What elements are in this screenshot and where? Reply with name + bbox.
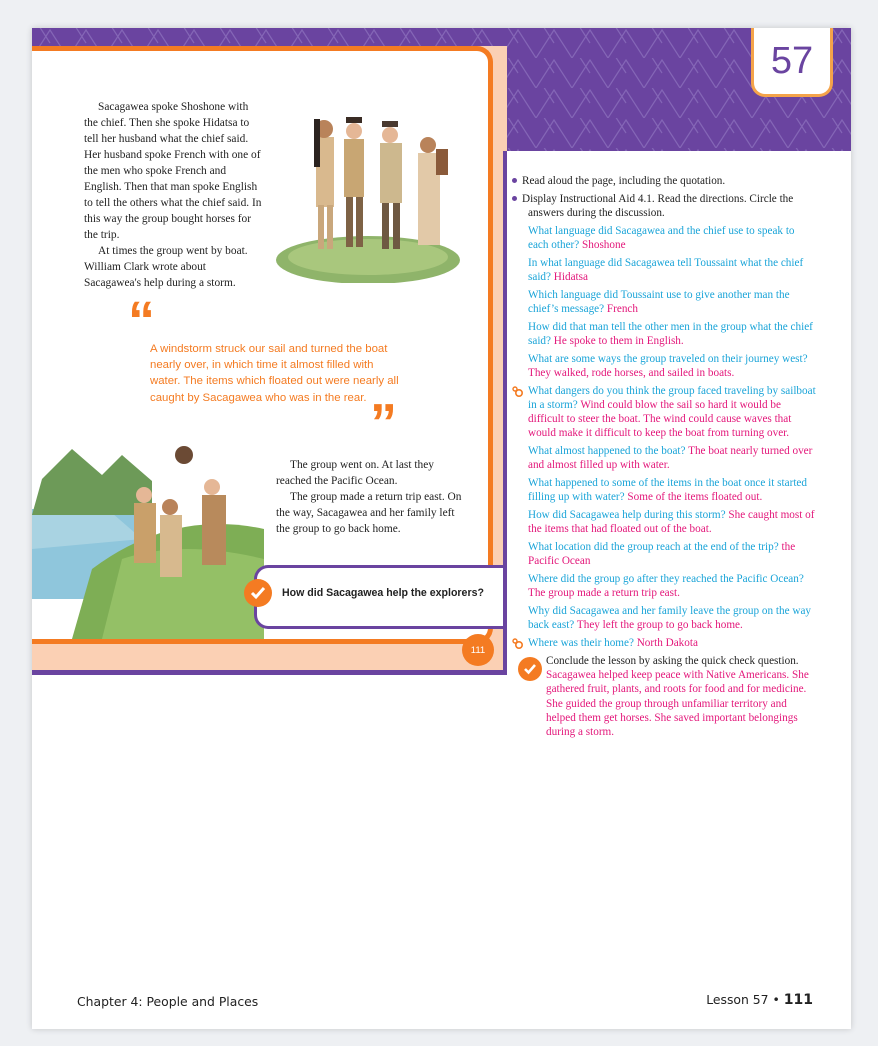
question-text: What dangers do you think the group faced traveling by sailboat in a storm? [528, 384, 816, 411]
question-answer-list [512, 224, 817, 651]
question-text: Where did the group go after they reached the Pacific Ocean? [528, 573, 804, 586]
illustration-pacific-ocean [32, 419, 264, 639]
instruction-item [512, 192, 817, 220]
question-answer-item [512, 352, 817, 380]
footer-lesson [706, 992, 813, 1008]
story-paragraph: The group went on. At last they reached the Pacific Ocean. [276, 459, 434, 487]
student-page-number: 111 [462, 634, 494, 666]
teacher-notes [512, 174, 817, 739]
question-text: Why did Sacagawea and her family leave the group on the way back east? [528, 605, 811, 632]
instruction-text: Display Instructional Aid 4.1. Read the directions. Circle the answers during the discussion. [522, 192, 794, 219]
question-answer-item [512, 476, 817, 504]
story-text-block-2 [276, 457, 466, 537]
question-answer-item [512, 604, 817, 632]
answer-text: She caught most of the items that had floated out of the boat. [528, 509, 815, 536]
instruction-item [512, 174, 817, 188]
story-paragraph: Sacagawea spoke Shoshone with the chief. Then she spoke Hidatsa to tell her husband what the chief said. Her husband spoke French with one of the men who spoke French and English. Then that man spoke English to tell the others what the chief said. In this way the group bought horses for the trip. [84, 101, 262, 241]
conclusion-answer: Sacagawea helped keep peace with Native Americans. She gathered fruit, plants, and roots for food and for medicine. She guided the group through unfamiliar territory and helped them get horses. She saved important belongings during a storm. [546, 669, 809, 739]
textbook-page [32, 28, 851, 1029]
footer-page-number: 111 [783, 992, 813, 1008]
question-text: What location did the group reach at the end of the trip? [528, 541, 779, 554]
conclusion-text: Conclude the lesson by asking the quick check question. [546, 655, 799, 667]
answer-text: Shoshone [582, 239, 626, 251]
conclusion-block [512, 654, 817, 739]
answer-text: Hidatsa [553, 271, 588, 283]
question-text: In what language did Sacagawea tell Toussaint what the chief said? [528, 256, 804, 283]
bullet-icon [512, 178, 517, 183]
footer-separator: • [772, 992, 780, 1007]
answer-text: The group made a return trip east. [528, 587, 680, 600]
question-answer-item [512, 508, 817, 536]
close-quote-mark: ” [370, 393, 397, 453]
question-answer-item [512, 256, 817, 284]
answer-text: French [606, 303, 638, 315]
answer-text: They left the group to go back home. [576, 619, 743, 632]
question-answer-item [512, 444, 817, 472]
critical-thinking-icon [512, 386, 523, 397]
illustration-group-meeting [272, 105, 462, 283]
story-paragraph: The group made a return trip east. On the way, Sacagawea and her family left the group to go back home. [276, 491, 462, 535]
question-answer-item [512, 320, 817, 348]
answer-text: The boat nearly turned over and almost filled up with water. [528, 445, 813, 472]
question-text: What language did Sacagawea and the chief use to speak to each other? [528, 224, 795, 251]
answer-text: Some of the items floated out. [627, 491, 763, 504]
answer-text: the Pacific Ocean [528, 541, 796, 568]
question-text: What happened to some of the items in the boat once it started filling up with water? [528, 477, 807, 504]
quick-check-question: How did Sacagawea help the explorers? [282, 587, 484, 599]
student-page [32, 46, 493, 656]
question-text: What are some ways the group traveled on their journey west? [528, 352, 808, 365]
answer-text: North Dakota [636, 637, 698, 650]
question-answer-item [512, 384, 817, 441]
lesson-number-badge [751, 28, 833, 97]
question-answer-item [512, 224, 817, 252]
critical-thinking-icon [512, 638, 523, 649]
answer-text: He spoke to them in English. [553, 335, 684, 347]
instruction-text: Read aloud the page, including the quotation. [522, 175, 726, 187]
story-text-block-1 [84, 99, 262, 291]
quotation-text: A windstorm struck our sail and turned the boat nearly over, in which time it almost filled with water. The items which floated out were nearly all caught by Sacagawea who was in the rear. [150, 343, 399, 404]
answer-text: Wind could blow the sail so hard it would be difficult to steer the boat. The wind could cause waves that would make it difficult to keep the boat from turning over. [528, 399, 792, 440]
question-text: Which language did Toussaint use to give another man the chief’s message? [528, 288, 790, 315]
footer-chapter: Chapter 4: People and Places [77, 994, 259, 1009]
footer-lesson-label: Lesson 57 [706, 992, 769, 1007]
question-answer-item [512, 288, 817, 316]
open-quote-mark: “ [128, 291, 155, 351]
frame-edge-bottom [32, 670, 507, 675]
story-paragraph: At times the group went by boat. William Clark wrote about Sacagawea's help during a storm. [84, 245, 248, 289]
bullet-icon [512, 196, 517, 201]
answer-text: They walked, rode horses, and sailed in boats. [528, 367, 735, 379]
question-text: Where was their home? [528, 637, 634, 650]
question-text: How did that man tell the other men in the group what the chief said? [528, 320, 813, 347]
frame-edge-right [503, 151, 507, 675]
checkmark-icon [244, 579, 272, 607]
lesson-number: 57 [770, 39, 814, 82]
question-answer-item [512, 540, 817, 568]
question-answer-item [512, 636, 817, 650]
question-text: What almost happened to the boat? [528, 445, 686, 458]
question-answer-item [512, 572, 817, 600]
checkmark-icon [518, 657, 542, 681]
question-text: How did Sacagawea help during this storm? [528, 509, 726, 522]
